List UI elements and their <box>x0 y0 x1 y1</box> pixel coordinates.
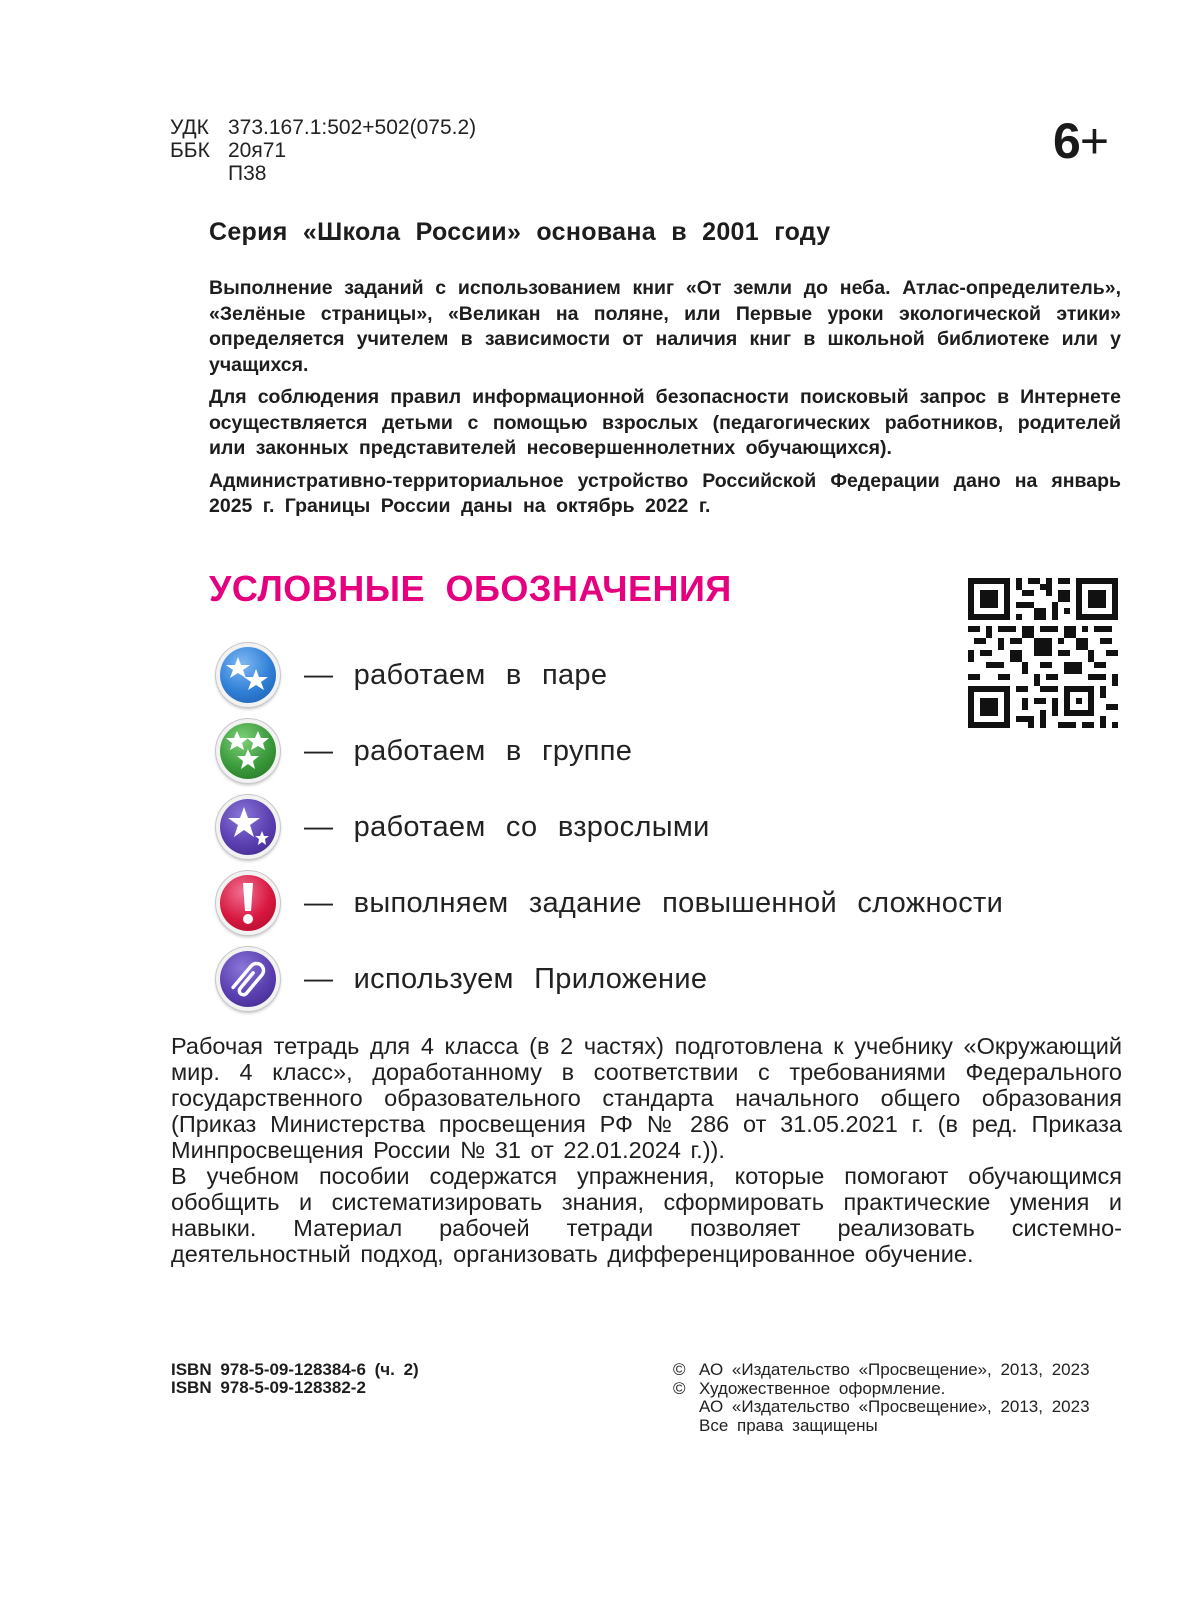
copyright-line: Все права защищены <box>699 1415 878 1435</box>
udk-label: УДК <box>170 116 209 139</box>
exclamation-icon <box>216 871 280 935</box>
age-rating-number: 6 <box>1053 113 1080 169</box>
legend-item-appendix <box>216 944 1116 1014</box>
isbn-line: ISBN 978-5-09-128384-6 (ч. 2) <box>171 1360 419 1379</box>
legend-text: — используем Приложение <box>304 962 708 995</box>
copyright-line: АО «Издательство «Просвещение», 2013, 2023 <box>699 1397 1090 1416</box>
note-paragraph: Для соблюдения правил информационной безопасности поисковый запрос в Интернете осуществляется детьми с помощью взрослых (педагогических работников, родителей или законных представителей несовершеннолетних обучающихся). <box>209 386 1121 459</box>
legend-title: УСЛОВНЫЕ ОБОЗНАЧЕНИЯ <box>209 568 732 609</box>
two-stars-icon <box>216 643 280 707</box>
copyright-symbol: © <box>673 1360 686 1379</box>
copyright-block <box>673 1361 1090 1435</box>
notes-block <box>209 276 1121 527</box>
description-paragraph: Рабочая тетрадь для 4 класса (в 2 частях) подготовлена к учебнику «Окружающий мир. 4 класс», доработанному в соответствии с требованиями Федерального государственного образовательного стандарта начального общего образования (Приказ Министерства просвещения РФ № 286 от 31.05.2021 г. (в ред. Приказа Минпросвещения России № 31 от 22.01.2024 г.)). <box>171 1033 1122 1163</box>
legend-text: — работаем в паре <box>304 658 608 691</box>
big-small-star-icon <box>216 795 280 859</box>
legend-text: — выполняем задание повышенной сложности <box>304 886 1004 919</box>
copyright-line: АО «Издательство «Просвещение», 2013, 2023 <box>699 1360 1090 1379</box>
legend-item-adult-work <box>216 792 1116 862</box>
copyright-symbol: © <box>673 1378 686 1398</box>
author-mark: П38 <box>228 162 267 185</box>
series-line: Серия «Школа России» основана в 2001 году <box>209 218 831 246</box>
bbk-value: 20я71 <box>228 139 287 162</box>
age-rating <box>1053 112 1108 170</box>
udk-value: 373.167.1:502+502(075.2) <box>228 116 477 139</box>
legend-text: — работаем в группе <box>304 734 633 767</box>
paperclip-icon <box>216 947 280 1011</box>
bbk-label: ББК <box>170 139 210 162</box>
legend-item-advanced-task <box>216 868 1116 938</box>
isbn-line: ISBN 978-5-09-128382-2 <box>171 1378 366 1397</box>
note-paragraph: Выполнение заданий с использованием книг «От земли до неба. Атлас-определитель», «Зелёные страницы», «Великан на поляне, или Первые уроки экологической этики» определяется учителем в зависимости от наличия книг в школьной библиотеке или у учащихся. <box>209 277 1121 376</box>
copyright-line: Художественное оформление. <box>699 1378 946 1398</box>
legend-item-group-work <box>216 716 1116 786</box>
description-paragraph: В учебном пособии содержатся упражнения, которые помогают обучающимся обобщить и систематизировать знания, сформировать практические умения и навыки. Материал рабочей тетради позволяет реализовать системно-деятельностный подход, организовать дифференцированное обучение. <box>171 1163 1122 1267</box>
note-paragraph: Административно-территориальное устройство Российской Федерации дано на январь 2025 г. Границы России даны на октябрь 2022 г. <box>209 469 1121 517</box>
legend-item-pair-work <box>216 640 1116 710</box>
description <box>171 1033 1122 1267</box>
legend-text: — работаем со взрослыми <box>304 810 710 843</box>
classification-codes <box>170 116 476 185</box>
age-rating-plus: + <box>1079 113 1109 169</box>
three-stars-icon <box>216 719 280 783</box>
isbn-block <box>171 1361 419 1397</box>
